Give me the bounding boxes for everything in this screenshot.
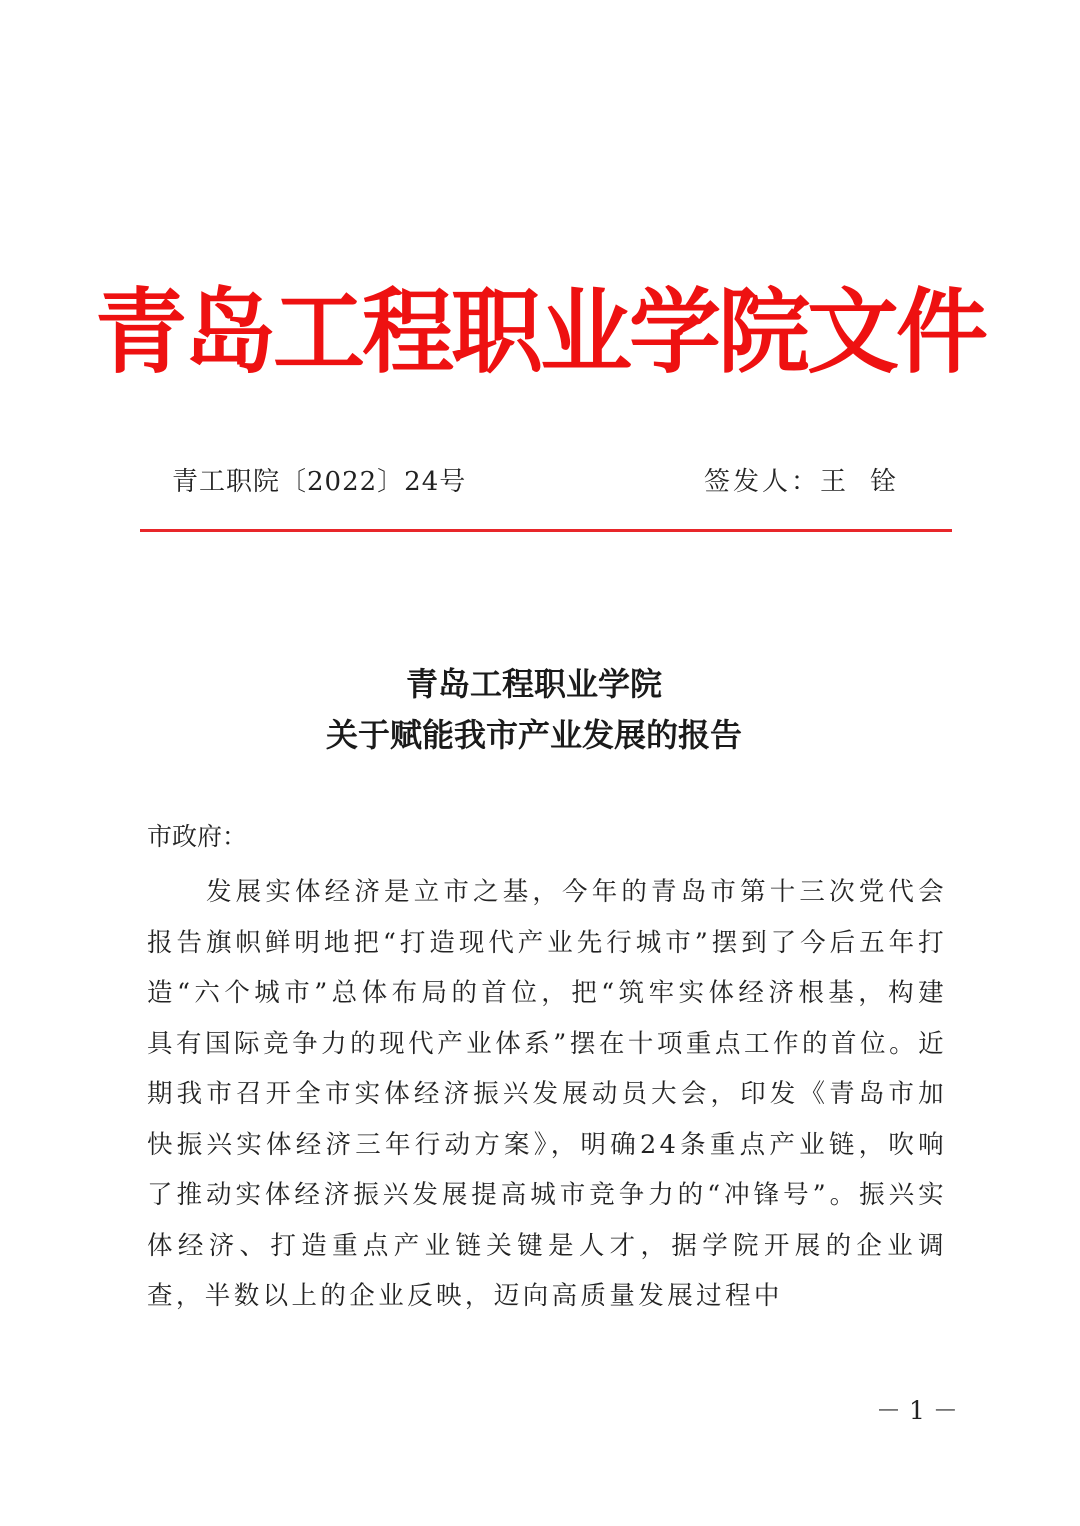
salutation: 市政府： — [147, 822, 248, 851]
page-number: －1－ — [876, 1396, 966, 1425]
document-header-title: 青岛工程职业学院文件 — [94, 279, 985, 386]
red-divider-line — [140, 529, 952, 532]
body-paragraph: 发展实体经济是立市之基，今年的青岛市第十三次党代会报告旗帜鲜明地把“打造现代产业先行城市”摆到了今后五年打造“六个城市”总体布局的首位，把“筑牢实体经济根基，构建具有国际竞争力的现代产业体系”摆在十项重点工作的首位。近期我市召开全市实体经济振兴发展动员大会，印发《青岛市加快振兴实体经济三年行动方案》，明确24条重点产业链，吹响了推动实体经济振兴发展提高城市竞争力的“冲锋号”。振兴实体经济、打造重点产业链关键是人才，据学院开展的企业调查，半数以上的企业反映，迈向高质量发展过程中 — [147, 877, 947, 1311]
signer-field — [704, 462, 920, 502]
signer-label: 签发人： — [704, 467, 821, 497]
report-title-line-2: 关于赋能我市产业发展的报告 — [325, 716, 742, 754]
signer-name: 王铨 — [820, 467, 921, 497]
document-number: 青工职院〔2022〕24号 — [172, 467, 467, 497]
report-title-line-1: 青岛工程职业学院 — [405, 665, 662, 703]
